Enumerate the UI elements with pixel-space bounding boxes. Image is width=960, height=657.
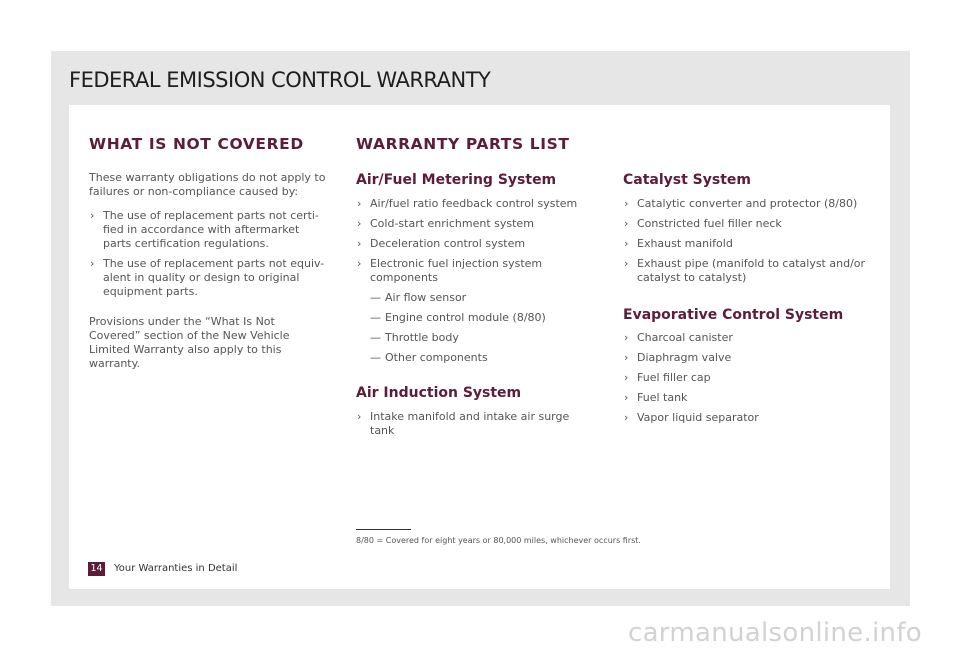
chevron-right-icon: ›: [357, 257, 362, 270]
list-item: › Exhaust pipe (manifold to catalyst and/or catalyst to catalyst): [624, 257, 866, 284]
chevron-right-icon: ›: [90, 257, 95, 270]
chevron-right-icon: ›: [624, 331, 629, 344]
sub-list-item: — Other components: [370, 351, 488, 364]
not-covered-closing: Provisions under the “What Is Not Covered” section of the New Vehicle Limited Warranty also apply to this warranty.: [89, 315, 290, 370]
not-covered-intro: These warranty obligations do not apply to failures or non-compliance caused by:: [89, 171, 326, 198]
list-item: › The use of replacement parts not equiv-alent in quality or design to original equipment parts.: [90, 257, 325, 298]
sub-list-item: — Engine control module (8/80): [370, 311, 546, 324]
list-item: › Fuel tank: [624, 391, 688, 404]
footnote-divider: [356, 529, 411, 530]
chevron-right-icon: ›: [624, 391, 629, 404]
list-item: › The use of replacement parts not certi-fied in accordance with aftermarket parts certification regulations.: [90, 209, 319, 250]
chevron-right-icon: ›: [624, 237, 629, 250]
parts-list-title: WARRANTY PARTS LIST: [356, 135, 570, 153]
list-item: › Exhaust manifold: [624, 237, 733, 250]
list-item: › Charcoal canister: [624, 331, 733, 344]
chevron-right-icon: ›: [357, 410, 362, 423]
list-item: › Fuel filler cap: [624, 371, 711, 384]
air-fuel-list: [356, 197, 586, 371]
air-induction-title: Air Induction System: [356, 385, 522, 401]
not-covered-list: [89, 209, 329, 305]
chevron-right-icon: ›: [624, 351, 629, 364]
list-item: › Vapor liquid separator: [624, 411, 759, 424]
chevron-right-icon: ›: [357, 197, 362, 210]
air-fuel-sublist: [370, 291, 586, 365]
list-item: › Air/fuel ratio feedback control system: [357, 197, 578, 210]
not-covered-title: WHAT IS NOT COVERED: [89, 135, 304, 153]
evaporative-title: Evaporative Control System: [623, 307, 844, 323]
list-item: › Diaphragm valve: [624, 351, 732, 364]
air-fuel-title: Air/Fuel Metering System: [356, 172, 557, 188]
catalyst-title: Catalyst System: [623, 172, 752, 188]
chevron-right-icon: ›: [624, 371, 629, 384]
list-item: › Constricted fuel filler neck: [624, 217, 782, 230]
chevron-right-icon: ›: [624, 257, 629, 270]
chevron-right-icon: ›: [624, 411, 629, 424]
watermark: carmanualsonline.info: [627, 618, 922, 648]
list-item: › Deceleration control system: [357, 237, 526, 250]
list-item: › Intake manifold and intake air surge tank: [357, 410, 570, 437]
chevron-right-icon: ›: [90, 209, 95, 222]
catalyst-list: [623, 197, 873, 291]
evaporative-list: [623, 331, 873, 431]
page-number-badge: 14: [88, 562, 105, 576]
air-induction-list: [356, 410, 571, 444]
sub-list-item: — Air flow sensor: [370, 291, 467, 304]
list-item: › Cold-start enrichment system: [357, 217, 534, 230]
chevron-right-icon: ›: [624, 197, 629, 210]
chevron-right-icon: ›: [624, 217, 629, 230]
footnote: 8/80 = Covered for eight years or 80,000 miles, whichever occurs first.: [356, 536, 641, 545]
footer-label: Your Warranties in Detail: [114, 563, 238, 574]
sub-list-item: — Throttle body: [370, 331, 459, 344]
chevron-right-icon: ›: [357, 217, 362, 230]
list-item: › Catalytic converter and protector (8/80): [624, 197, 858, 210]
list-item: › Electronic fuel injection system components — Air flow sensor — Engine control module (8/80) — Throttle body — Other components: [356, 257, 586, 365]
chevron-right-icon: ›: [357, 237, 362, 250]
page-title: FEDERAL EMISSION CONTROL WARRANTY: [69, 68, 491, 92]
